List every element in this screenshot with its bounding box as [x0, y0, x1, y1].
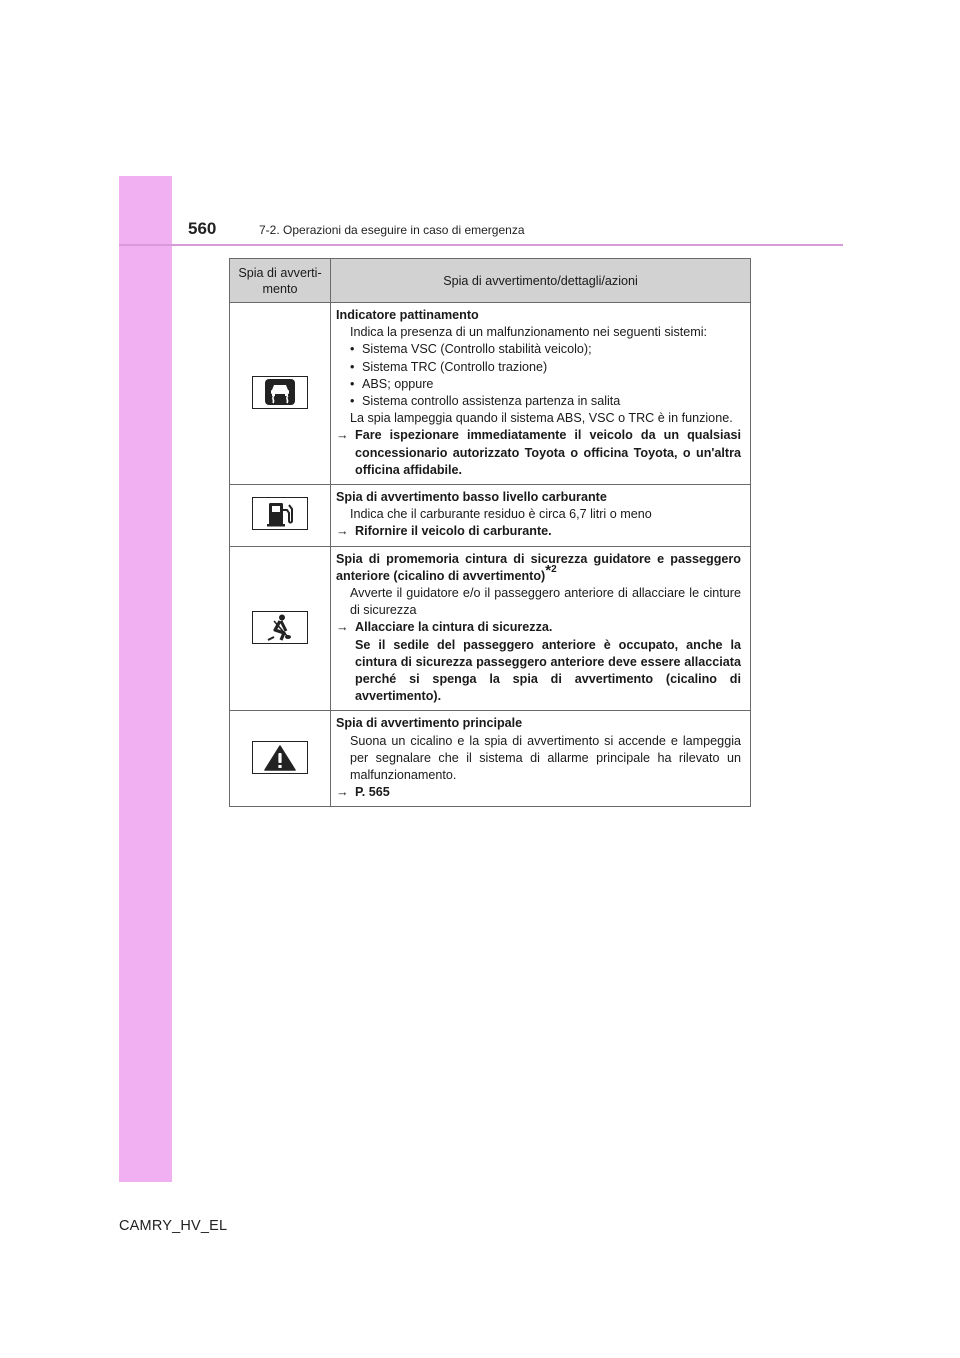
- chapter-sidebar-tab: [119, 176, 172, 1182]
- item-action: → Fare ispezionare immediatamente il veicolo da un qualsiasi concessionario autorizzato Toyota o officina Toyota, o un'altra officina affidabile.: [336, 428, 741, 477]
- item-action: → Allacciare la cintura di sicurezza.: [336, 619, 741, 636]
- list-item: • Sistema TRC (Controllo trazione): [350, 359, 548, 374]
- item-title: Spia di avvertimento basso livello carburante: [336, 490, 607, 505]
- arrow-icon: →: [336, 785, 349, 800]
- arrow-icon: →: [336, 524, 349, 539]
- details-cell: [331, 711, 751, 807]
- header-rule: [119, 244, 843, 246]
- column-header-details: Spia di avvertimento/dettagli/azioni: [331, 259, 751, 303]
- item-description: Avverte il guidatore e/o il passeggero anteriore di allacciare le cinture di sicurezza: [350, 586, 741, 618]
- item-action: → Rifornire il veicolo di carburante.: [336, 523, 741, 540]
- icon-cell: [230, 546, 331, 711]
- list-item: • Sistema VSC (Controllo stabilità veicolo);: [350, 342, 592, 357]
- page-reference-link[interactable]: → P. 565: [336, 784, 741, 801]
- table-header-row: [230, 259, 751, 303]
- arrow-icon: →: [336, 428, 349, 443]
- icon-cell: [230, 303, 331, 485]
- fuel-pump-icon: [252, 497, 308, 530]
- item-title: Indicatore pattinamento: [336, 308, 479, 322]
- arrow-icon: →: [336, 620, 349, 635]
- icon-cell: [230, 485, 331, 547]
- list-item: • ABS; oppure: [350, 376, 434, 391]
- item-title: Spia di promemoria cintura di sicurezza guidatore e passeggero anteriore (cicalino di avvertimento)$^{*^2}$: [336, 551, 741, 583]
- warning-lights-table: [229, 258, 751, 807]
- document-code: CAMRY_HV_EL: [119, 1218, 228, 1234]
- page-number: 560: [188, 219, 217, 238]
- item-description: Indica la presenza di un malfunzionamento nei seguenti sistemi:: [350, 325, 708, 340]
- seatbelt-icon: [252, 611, 308, 644]
- table-row: [230, 546, 751, 711]
- item-title: Spia di avvertimento principale: [336, 716, 523, 731]
- slip-indicator-icon: [252, 376, 308, 409]
- details-cell: [331, 303, 751, 485]
- section-title: 7-2. Operazioni da eseguire in caso di emergenza: [259, 223, 525, 237]
- column-header-light: Spia di avverti- mento: [230, 259, 331, 303]
- details-cell: [331, 485, 751, 547]
- item-description: Indica che il carburante residuo è circa 6,7 litri o meno: [350, 507, 652, 522]
- item-description: Suona un cicalino e la spia di avvertimento si accende e lampeggia per segnalare che il sistema di allarme principale ha rilevato un malfunzionamento.: [350, 733, 741, 783]
- item-note: La spia lampeggia quando il sistema ABS, VSC o TRC è in funzione.: [350, 411, 733, 426]
- item-action-detail: Se il sedile del passeggero anteriore è occupato, anche la cintura di sicurezza passeggero anteriore deve essere allacciata perché si spenga la spia di avvertimento (cicalino di avvertimento).: [355, 637, 741, 704]
- master-warning-icon: [252, 741, 308, 774]
- page-header: [119, 176, 843, 246]
- table-row: [230, 485, 751, 547]
- details-cell: [331, 546, 751, 711]
- table-row: [230, 303, 751, 485]
- footnote-mark: *2: [545, 561, 557, 579]
- list-item: • Sistema controllo assistenza partenza in salita: [350, 394, 621, 409]
- table-row: [230, 711, 751, 807]
- icon-cell: [230, 711, 331, 807]
